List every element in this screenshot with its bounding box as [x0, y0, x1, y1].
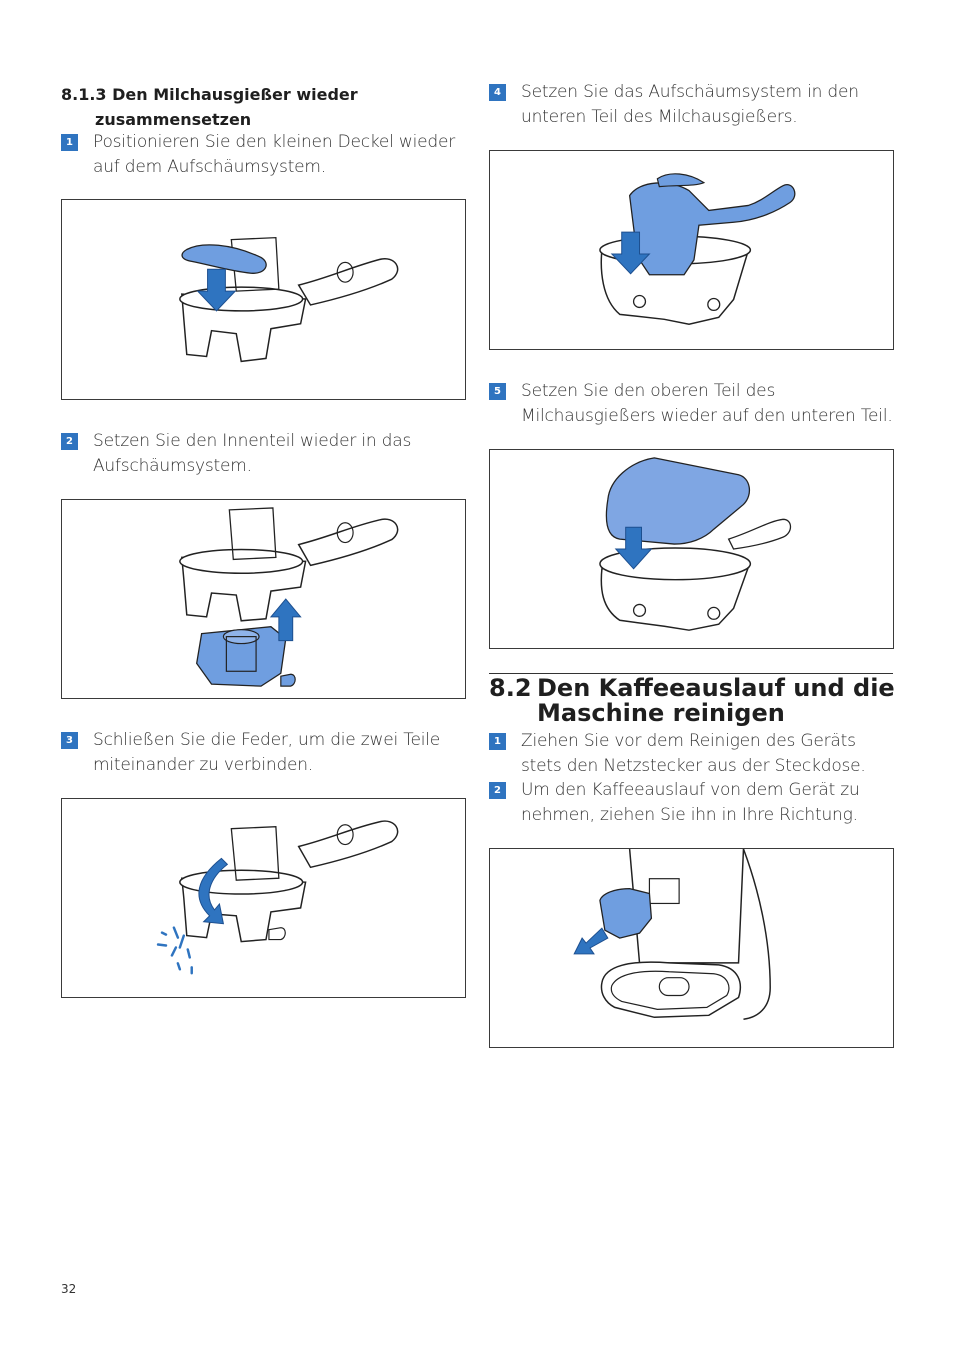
step-right-4: [489, 80, 899, 130]
jug-top-illustration: [490, 450, 893, 648]
step-number-badge: 1: [61, 134, 78, 151]
frother-into-jug-illustration: [490, 151, 893, 349]
subsection-title-line1: Den Milchausgießer wieder: [112, 85, 358, 104]
section-step-1: [489, 729, 899, 779]
frother-insert-illustration: [62, 500, 465, 698]
section-title: [489, 676, 909, 726]
subsection-title-line2: zusammensetzen: [95, 110, 252, 129]
step-text: Ziehen Sie vor dem Reinigen des Geräts stets den Netzstecker aus der Steckdose.: [521, 731, 866, 776]
step-number-badge: 2: [489, 782, 506, 799]
step-text: Setzen Sie den Innenteil wieder in das Aufschäumsystem.: [93, 431, 412, 476]
illustration-spout-frame: [489, 848, 894, 1048]
step-left-3: [61, 728, 461, 778]
frother-spring-illustration: [62, 799, 465, 997]
illustration-insert-frame: [61, 499, 466, 699]
step-left-1: [61, 130, 461, 180]
step-text: Positionieren Sie den kleinen Deckel wieder auf dem Aufschäumsystem.: [93, 132, 456, 177]
page-number: 32: [61, 1282, 77, 1296]
section-step-2: [489, 778, 899, 828]
step-right-5: [489, 379, 899, 429]
step-number-badge: 5: [489, 383, 506, 400]
coffee-spout-removal-illustration: [490, 849, 893, 1047]
step-text: Um den Kaffeeauslauf von dem Gerät zu nehmen, ziehen Sie ihn in Ihre Richtung.: [521, 780, 860, 825]
frother-lid-illustration: [62, 200, 465, 399]
illustration-lid-frame: [61, 199, 466, 400]
step-text: Setzen Sie den oberen Teil des Milchausgießers wieder auf den unteren Teil.: [521, 381, 893, 426]
step-text: Setzen Sie das Aufschäumsystem in den unteren Teil des Milchausgießers.: [521, 82, 859, 127]
illustration-top-frame: [489, 449, 894, 649]
section-number: 8.2: [489, 674, 532, 702]
subsection-number: 8.1.3: [61, 85, 107, 104]
step-number-badge: 2: [61, 433, 78, 450]
section-title-text: Den Kaffeeauslauf und die Maschine reinigen: [537, 674, 895, 727]
illustration-assembly-frame: [489, 150, 894, 350]
subsection-title: [61, 82, 461, 132]
step-number-badge: 4: [489, 84, 506, 101]
step-number-badge: 1: [489, 733, 506, 750]
step-text: Schließen Sie die Feder, um die zwei Teile miteinander zu verbinden.: [93, 730, 441, 775]
step-left-2: [61, 429, 461, 479]
illustration-spring-frame: [61, 798, 466, 998]
step-number-badge: 3: [61, 732, 78, 749]
